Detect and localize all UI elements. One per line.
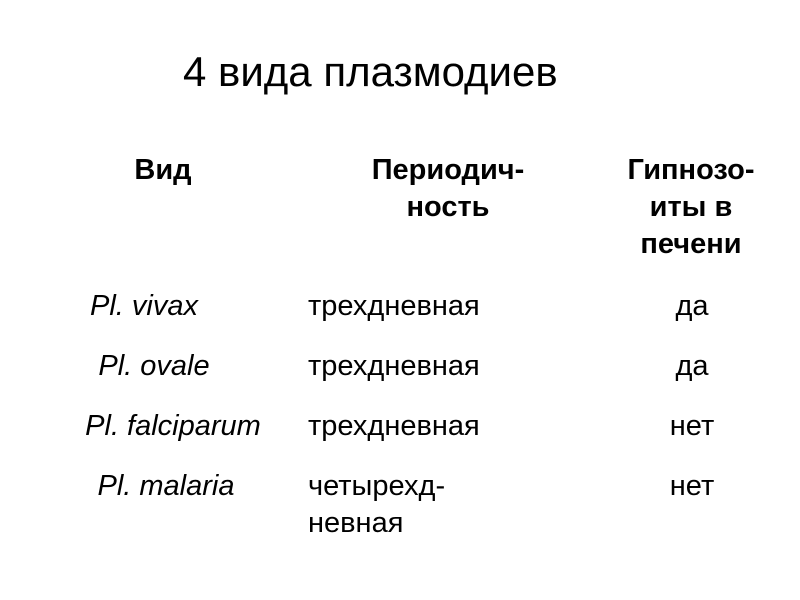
table-row-hypnozoites: нет — [669, 470, 715, 502]
table-row-hypnozoites: да — [675, 350, 709, 382]
header-hypnozoites: Гипнозо- иты в печени — [627, 154, 755, 260]
table-row-species: Pl. vivax — [90, 290, 198, 322]
table-row-hypnozoites: да — [675, 290, 709, 322]
header-species: Вид — [134, 154, 192, 186]
table-row-species: Pl. malaria — [97, 470, 235, 502]
table-row-species: Pl. falciparum — [85, 410, 261, 442]
table-row-species: Pl. ovale — [98, 350, 210, 382]
table-row-periodicity: трехдневная — [308, 410, 480, 442]
table-row-hypnozoites: нет — [669, 410, 715, 442]
table-row-periodicity: трехдневная — [308, 290, 480, 322]
page-title: 4 вида плазмодиев — [183, 48, 558, 95]
table-row-periodicity: четырехд- невная — [308, 470, 446, 539]
table-row-periodicity: трехдневная — [308, 350, 480, 382]
header-periodicity: Периодич- ность — [371, 154, 525, 223]
